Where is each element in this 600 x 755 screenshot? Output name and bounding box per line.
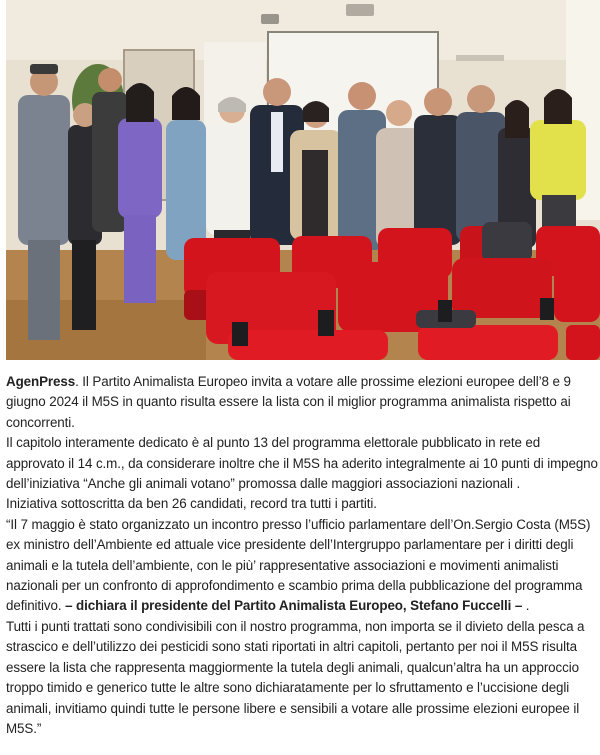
paragraph-5: Tutti i punti trattati sono condivisibili con il nostro programma, non importa se il divieto della pesca a strascico e dell’utilizzo dei pesticidi sono stati riportati in altri capitoli, pertanto per noi il M5S risulta essere la lista che rappresenta maggiormente la tutela degli animali, qualcun’altra ha un approccio troppo timido e generico tutte le altre sono dichiaratamente per lo sfruttamento e l’uccisione degli animali, invitiamo quindi tutte le persone libere e sensibili a votare alle prossime elezioni europee il M5S.” <box>6 618 585 736</box>
quote-attribution: – dichiara il presidente del Partito Animalista Europeo, Stefano Fuccelli – <box>65 598 523 614</box>
group-photo-image <box>6 0 600 360</box>
paragraph-4 <box>6 515 598 617</box>
quote-end: . <box>522 598 530 614</box>
article-photo <box>6 0 600 360</box>
paragraph-2: Il capitolo interamente dedicato è al punto 13 del programma elettorale pubblicato in rete ed approvato il 14 c.m., da considerare inoltre che il M5S ha aderito integralmente ai 10 punti di impegno dell’iniziativa “Anche gli animali votano” promossa dalle maggiori associazioni nazionali . <box>6 435 598 492</box>
quote-text: “Il 7 maggio è stato organizzato un incontro presso l’ufficio parlamentare dell’On.Sergio Costa (M5S) ex ministro dell’Ambiente ed attuale vice presidente dell’Intergruppo parlamentare per i diritti degli animali e la tutela dell’ambiente, con le più’ rappresentative associazioni e movimenti animalisti nazionali per un confronto di approfondimento e scambio prima della pubblicazione del programma definitivo. <box>6 516 591 614</box>
article-body <box>6 372 598 739</box>
paragraph-1-text: . Il Partito Animalista Europeo invita a votare alle prossime elezioni europee dell’8 e 9 giugno 2024 il M5S in quanto risulta essere la lista con il miglior programma animalista rispetto ai concorrenti. <box>6 374 571 430</box>
agency-name: AgenPress <box>6 374 76 389</box>
paragraph-3: Iniziativa sottoscritta da ben 26 candidati, record tra tutti i partiti. <box>6 496 377 512</box>
paragraph-1 <box>6 372 598 433</box>
